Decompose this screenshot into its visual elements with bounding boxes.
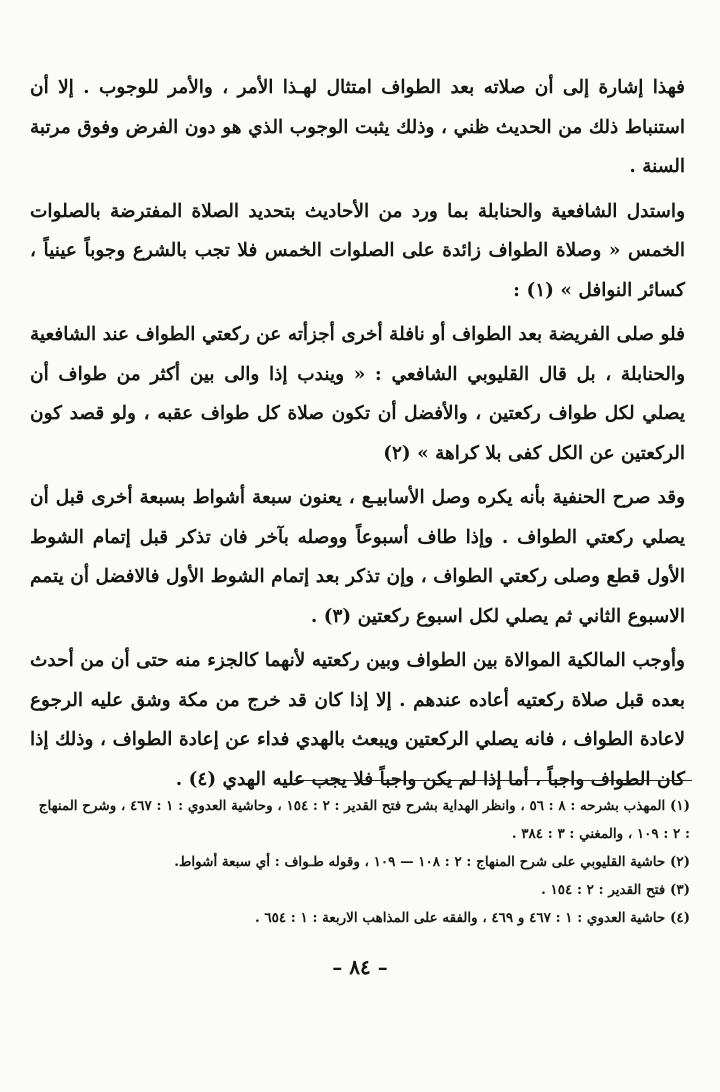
footnote-3: (٣) فتح القدير : ٢ : ١٥٤ . (541, 882, 690, 898)
footnote-1: (١) المهذب بشرحه : ٨ : ٥٦ ، وانظر الهداية بشرح فتح القدير : ٢ : ١٥٤ ، وحاشية العدوي : ١ : ٤٦٧ ، وشرح المنهاج : ٢ : ١٠٩ ، والمغني : ٣ : ٣٨٤ . (38, 798, 690, 842)
paragraph-1: فهذا إشارة إلى أن صلاته بعد الطواف امتثال لهـذا الأمر ، والأمر للوجوب . إلا أن استنباط ذلك من الحديث ظني ، وذلك يثبت الوجوب الذي هو دون الفرض وفوق مرتبة السنة . (30, 77, 685, 177)
footnote-4: (٤) حاشية العدوي : ١ : ٤٦٧ و ٤٦٩ ، والفقه على المذاهب الاربعة : ١ : ٦٥٤ . (254, 910, 690, 926)
main-text (30, 68, 685, 804)
paragraph-5: وأوجب المالكية الموالاة بين الطواف وبين ركعتيه لأنهما كالجزء منه حتى أن من أحدث بعده قبل صلاة ركعتيه أعاده عندهم . إلا إذا كان قد خرج من مكة وشق عليه الرجوع لاعادة الطواف ، فانه يصلي الركعتين ويبعث بالهدي فداء عن إعادة الطواف ، وذلك إذا كان الطواف واجباً ، أما إذا لم يكن واجباً فلا يجب عليه الهدي (٤) . (30, 650, 685, 790)
footnote-2: (٢) حاشية القليوبي على شرح المنهاج : ٢ : ١٠٨ — ١٠٩ ، وقوله طـواف : أي سبعة أشواط. (174, 854, 690, 870)
paragraph-4: وقد صرح الحنفية بأنه يكره وصل الأسابيـع ، يعنون سبعة أشواط بسبعة أخرى قبل أن يصلي ركعتي الطواف . وإذا طاف أسبوعاً ووصله بآخر فان تذكر قبل إتمام الشوط الأول قطع وصلى ركعتي الطواف ، وإن تذكر بعد إتمام الشوط الأول فالافضل أن يتمم الاسبوع الثاني ثم يصلي لكل اسبوع ركعتين (٣) . (30, 487, 685, 627)
page-number: – ٨٤ – (332, 955, 388, 979)
footnotes (30, 792, 690, 932)
paragraph-2: واستدل الشافعية والحنابلة بما ورد من الأحاديث بتحديد الصلاة المفترضة بالصلوات الخمس « وصلاة الطواف زائدة على الصلوات الخمس فلا تجب بالشرع وجوباً عينياً ، كسائر النوافل » (١) : (30, 200, 685, 301)
paragraph-3: فلو صلى الفريضة بعد الطواف أو نافلة أخرى أجزأته عن ركعتي الطواف عند الشافعية والحنابلة ، بل قال القليوبي الشافعي : « ويندب إذا والى بين أكثر من طواف أن يصلي لكل طواف ركعتين ، والأفضل أن تكون صلاة كل طواف عقبه ، ولو قصد كون الركعتين عن الكل كفى بلا كراهة » (٢) (30, 324, 685, 464)
footnote-divider (294, 780, 692, 781)
